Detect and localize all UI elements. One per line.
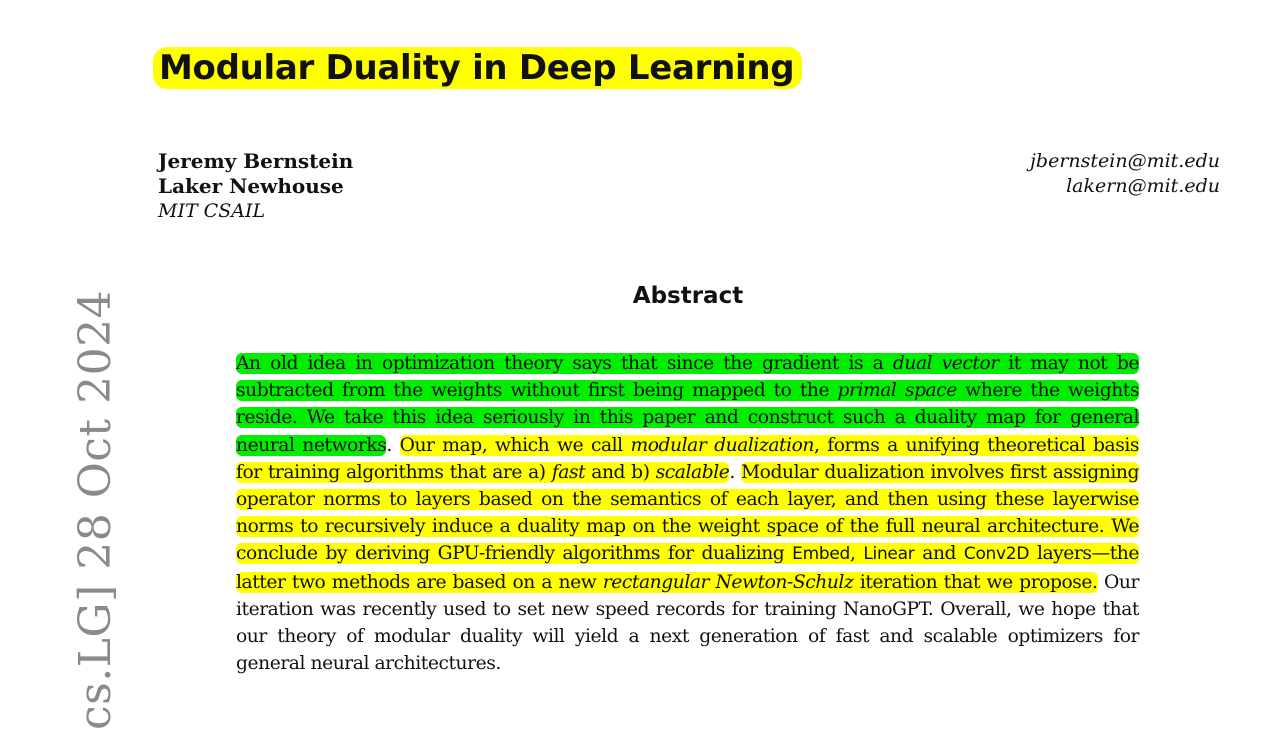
abstract-text: Our iteration was recently used to set new speed records for training NanoGPT. Overall, we hope that our theory of modular duality will yield a next generation of fast and scalable optimizers for general neural architectures. [236,571,1139,675]
author-email[interactable]: lakern@mit.edu [1066,175,1220,197]
abstract-emphasis: primal space [837,380,957,402]
abstract-text: . [386,434,400,456]
abstract-text: where the weights reside. We take this idea seriously in this paper and construct such a duality map for general neural networks [236,380,1139,456]
abstract-heading: Abstract [632,283,744,309]
abstract-text: Our map, which we call [399,434,631,456]
code-term: Linear [863,544,915,565]
abstract-text: An old idea in optimization theory says that since the gradient is a [236,353,893,374]
abstract-emphasis: dual vector [892,353,999,374]
author-name: Jeremy Bernstein [158,149,354,173]
abstract-emphasis: modular dualization [630,434,814,456]
arxiv-stamp: cs.LG] 28 Oct 2024 [70,289,121,730]
abstract-emphasis: rectangular Newton-Schulz [602,571,854,593]
abstract-emphasis: scalable [655,461,730,483]
code-term: Embed [792,544,851,565]
abstract-text: Modular dualization involves first assigning operator norms to layers based on the semantics of each layer, and then using these layerwise norms to recursively induce a duality map on the weight space of the full neural architecture. We conclude by deriving GPU-friendly algorithms for dualizing [236,461,1139,565]
abstract-paragraph [236,350,1139,677]
abstract-emphasis: fast [551,461,586,483]
abstract-text: iteration that we propose. [853,571,1098,593]
author-email[interactable]: jbernstein@mit.edu [1030,150,1220,172]
abstract-text: and [914,543,964,565]
code-term: Conv2D [963,544,1030,565]
abstract-text: . [729,461,741,483]
author-emails [1030,149,1220,199]
author-name: Laker Newhouse [158,174,344,198]
paper-title: Modular Duality in Deep Learning [153,47,802,89]
abstract-text: , [850,543,864,565]
abstract-text: and b) [585,461,656,483]
abstract-text: layers—the latter two methods are based on a new [236,543,1140,593]
abstract-text: , forms a unifying theoretical basis for training algorithms that are a) [236,434,1140,483]
author-affiliation: MIT CSAIL [158,200,266,222]
abstract-text: it may not be subtracted from the weights without first being mapped to the [236,353,1139,402]
author-block [158,149,353,224]
